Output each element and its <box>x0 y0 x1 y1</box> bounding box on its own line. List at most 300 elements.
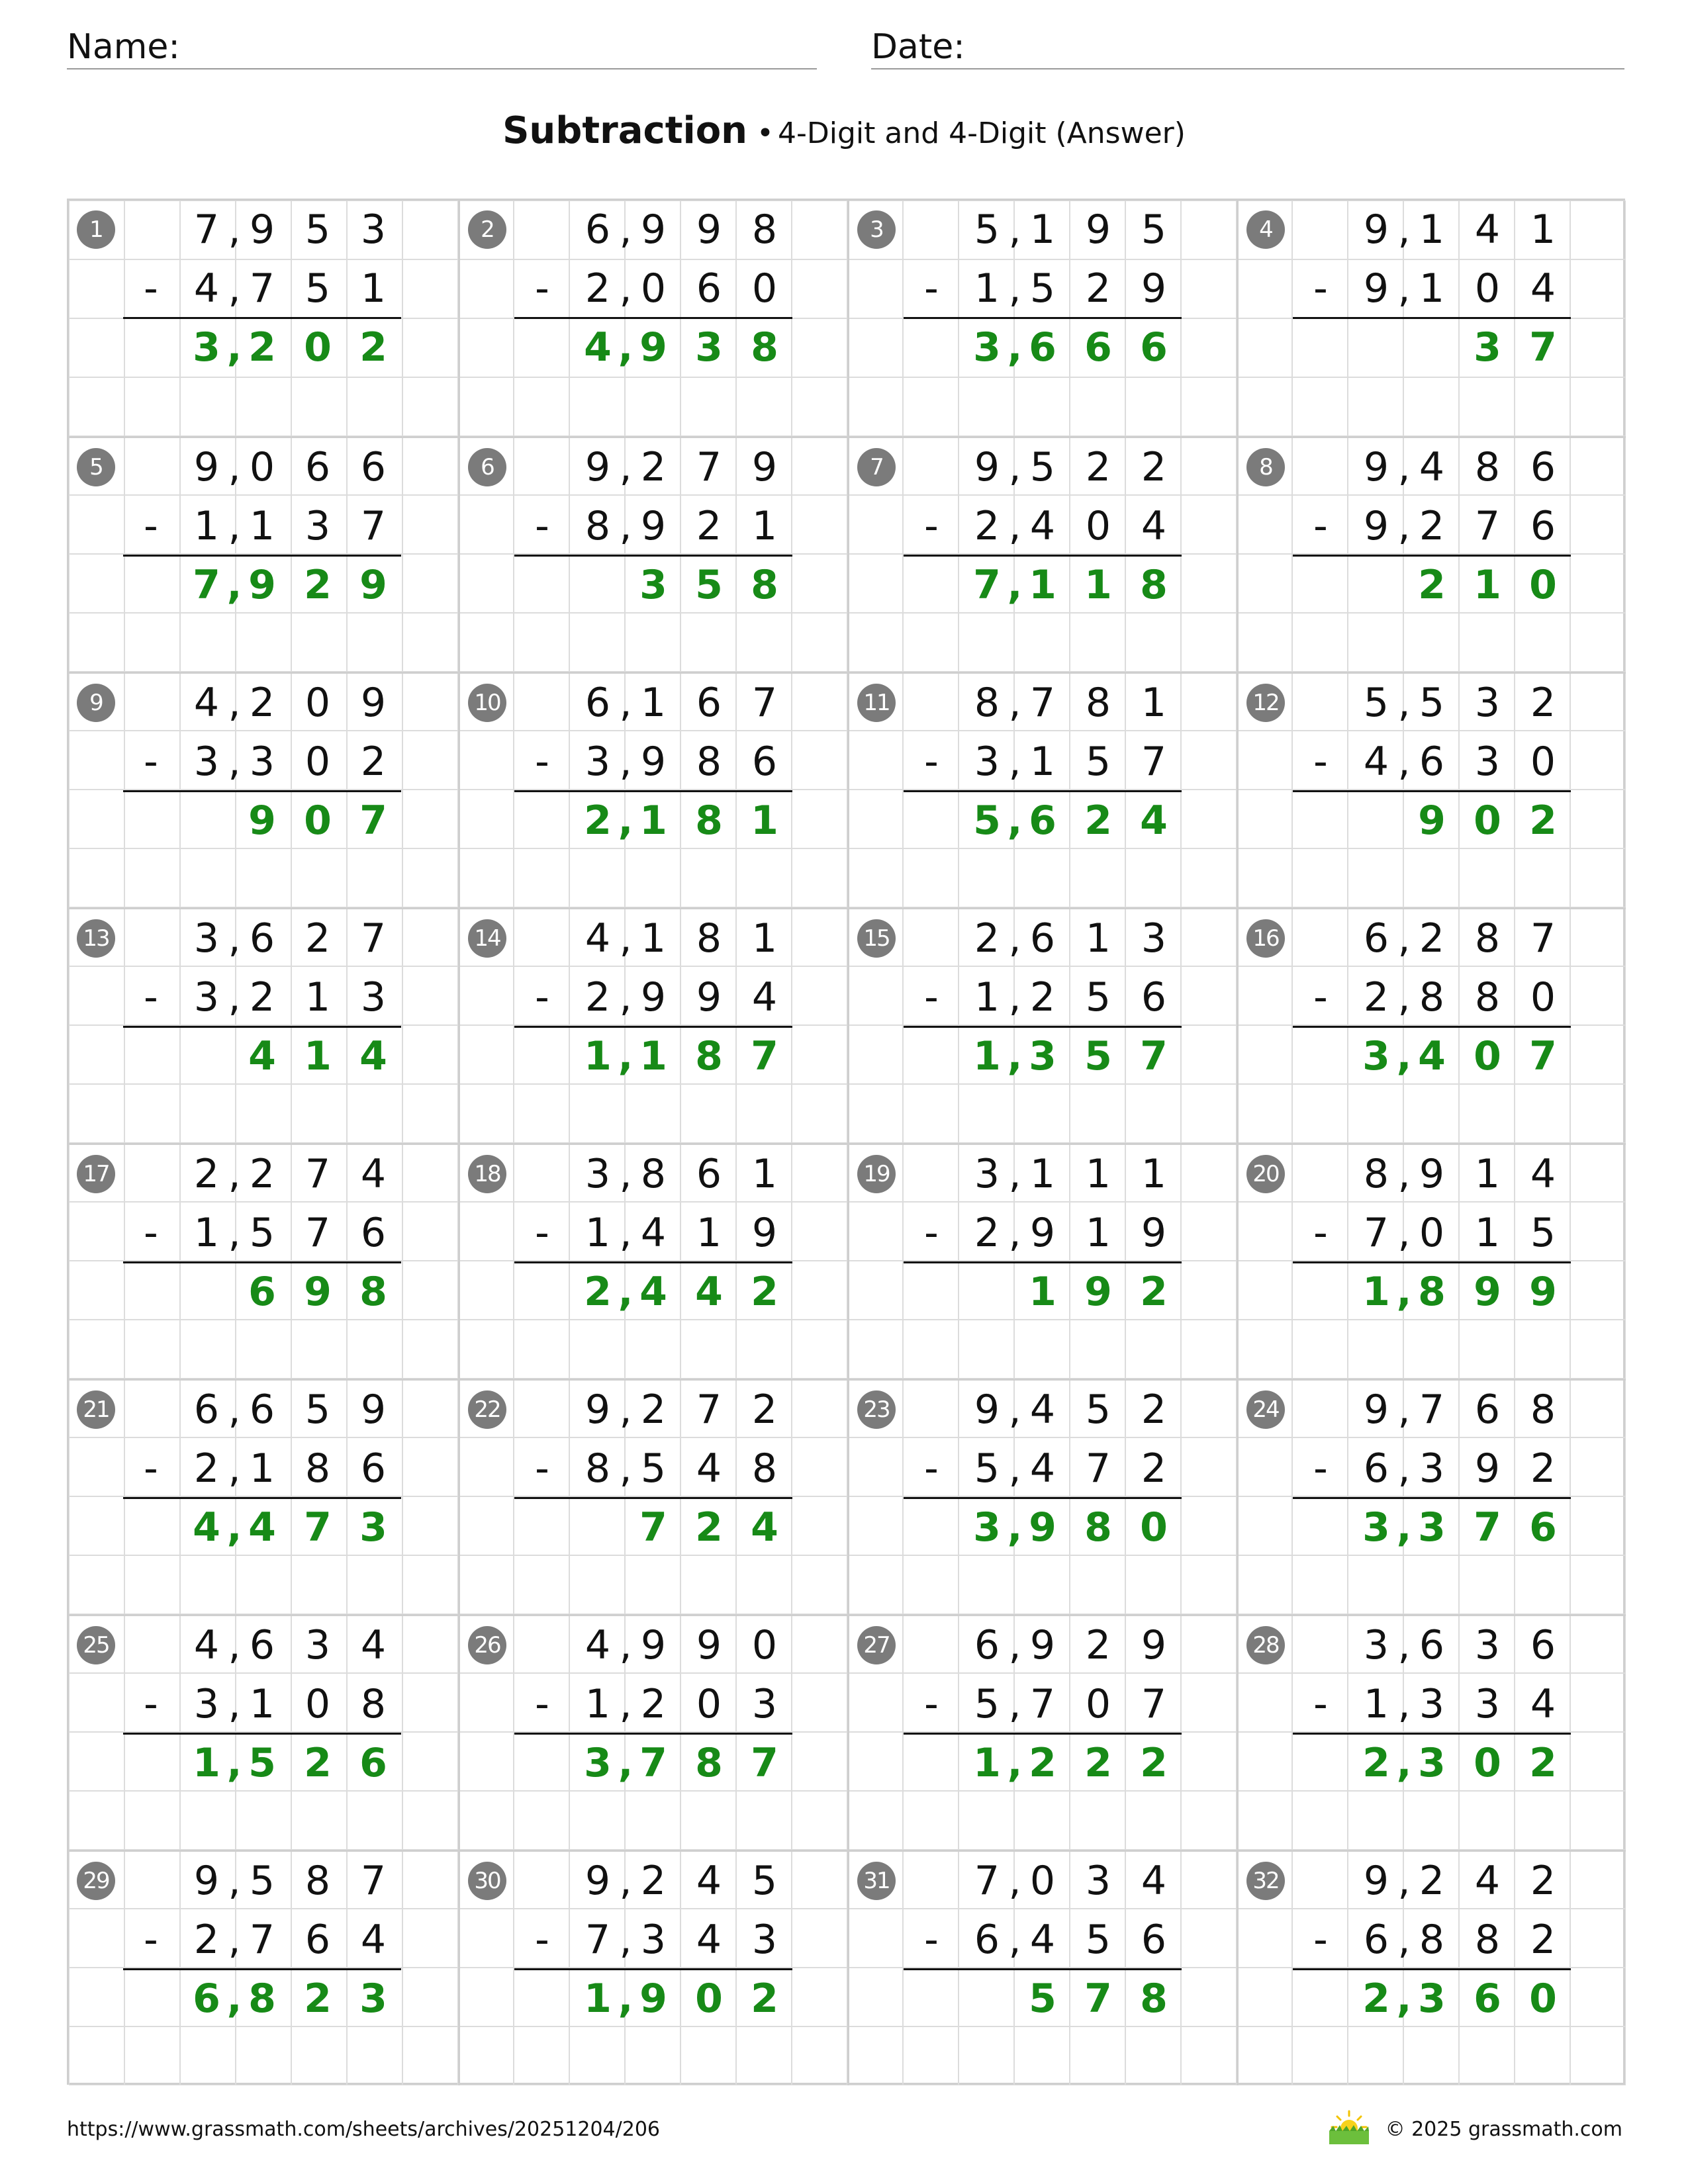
problem-number-badge: 32 <box>1246 1862 1285 1900</box>
digit: 2 <box>640 1858 667 1904</box>
digit: 3 <box>751 1917 778 1963</box>
digit: 9 <box>248 797 276 844</box>
digit: 1 <box>1141 680 1167 726</box>
digit: 9 <box>1029 1504 1056 1551</box>
subtrahend-row <box>514 259 792 318</box>
minus-sign: - <box>1313 974 1328 1021</box>
digit: 2 <box>193 1445 220 1492</box>
minus-sign: - <box>535 265 549 312</box>
digit: 6 <box>585 680 611 726</box>
digit: 1 <box>584 1033 612 1079</box>
answer-row <box>514 1970 792 2028</box>
digit: 9 <box>1419 1151 1445 1197</box>
minuend-row <box>904 1381 1182 1439</box>
digit: 8 <box>248 1976 276 2022</box>
problem-number-badge: 13 <box>77 919 115 958</box>
digit: 8 <box>1530 1387 1556 1433</box>
sun-over-grass-icon <box>1328 2109 1370 2146</box>
digit: 8 <box>1140 1976 1168 2022</box>
problem-number-badge: 24 <box>1246 1390 1285 1429</box>
digit: 2 <box>249 680 275 726</box>
digit: 2 <box>640 1387 667 1433</box>
digit: 8 <box>695 1740 723 1786</box>
thousands-comma: , <box>226 1976 242 2022</box>
thousands-comma: , <box>1007 797 1023 844</box>
subtrahend-row <box>123 1675 401 1734</box>
digit: 6 <box>360 1445 387 1492</box>
digit: 6 <box>1029 915 1056 962</box>
digit: 3 <box>1419 1445 1445 1492</box>
digit: 9 <box>696 206 722 253</box>
title-main: Subtraction <box>502 109 748 152</box>
thousands-comma: , <box>1008 739 1021 785</box>
digit: 3 <box>193 739 220 785</box>
digit: 3 <box>973 324 1001 371</box>
answer-row <box>1293 792 1571 850</box>
problem-24 <box>1237 1379 1626 1614</box>
answer-row <box>1293 318 1571 377</box>
digit: 2 <box>974 1210 1000 1256</box>
minuend-row <box>123 1616 401 1675</box>
digit: 9 <box>640 503 667 549</box>
digit: 4 <box>751 974 778 1021</box>
digit: 2 <box>751 1387 778 1433</box>
problem-grid <box>67 199 1625 2085</box>
minus-sign: - <box>1313 1445 1328 1492</box>
digit: 6 <box>1530 1622 1556 1668</box>
digit: 3 <box>249 739 275 785</box>
digit: 8 <box>696 739 722 785</box>
digit: 4 <box>360 1917 387 1963</box>
thousands-comma: , <box>618 1269 633 1315</box>
digit: 7 <box>1474 1504 1501 1551</box>
digit: 7 <box>751 1033 778 1079</box>
thousands-comma: , <box>228 1681 241 1727</box>
digit: 2 <box>1530 1917 1556 1963</box>
digit: 7 <box>1419 1387 1445 1433</box>
digit: 9 <box>640 1622 667 1668</box>
thousands-comma: , <box>618 1033 633 1079</box>
digit: 8 <box>359 1269 387 1315</box>
digit: 6 <box>360 1210 387 1256</box>
answer-row <box>1293 1027 1571 1086</box>
problem-number-badge: 3 <box>857 210 896 249</box>
thousands-comma: , <box>1397 1622 1411 1668</box>
digit: 9 <box>1029 1210 1056 1256</box>
digit: 6 <box>1474 1976 1501 2022</box>
digit: 1 <box>1474 1151 1501 1197</box>
digit: 2 <box>304 1976 332 2022</box>
digit: 1 <box>1029 1151 1056 1197</box>
digit: 6 <box>1530 444 1556 490</box>
answer-row <box>904 318 1182 377</box>
thousands-comma: , <box>1397 206 1411 253</box>
problem-21 <box>69 1379 458 1614</box>
digit: 7 <box>1530 915 1556 962</box>
minus-sign: - <box>1313 739 1328 785</box>
digit: 1 <box>1419 265 1445 312</box>
problem-number-badge: 25 <box>77 1626 115 1664</box>
digit: 9 <box>1474 1445 1501 1492</box>
subtrahend-row <box>123 968 401 1027</box>
digit: 8 <box>751 562 778 608</box>
minuend-row <box>123 438 401 497</box>
digit: 0 <box>695 1976 723 2022</box>
digit: 1 <box>249 1445 275 1492</box>
subtrahend-row <box>1293 968 1571 1027</box>
digit: 4 <box>1029 1387 1056 1433</box>
thousands-comma: , <box>1007 562 1023 608</box>
digit: 0 <box>1530 739 1556 785</box>
thousands-comma: , <box>1008 206 1021 253</box>
digit: 4 <box>193 265 220 312</box>
subtrahend-row <box>904 259 1182 318</box>
digit: 0 <box>751 1622 778 1668</box>
minus-sign: - <box>1313 1681 1328 1727</box>
minuend-row <box>1293 1852 1571 1911</box>
digit: 9 <box>1085 206 1111 253</box>
minus-sign: - <box>144 974 158 1021</box>
digit: 7 <box>249 1917 275 1963</box>
problem-number-badge: 11 <box>857 684 896 722</box>
subtrahend-row <box>1293 1204 1571 1263</box>
subtrahend-row <box>514 497 792 556</box>
problem-number-badge: 21 <box>77 1390 115 1429</box>
minuend-row <box>904 201 1182 259</box>
digit: 3 <box>751 1681 778 1727</box>
digit: 0 <box>1530 974 1556 1021</box>
digit: 5 <box>695 562 723 608</box>
digit: 8 <box>1418 1269 1446 1315</box>
digit: 7 <box>249 265 275 312</box>
digit: 7 <box>1363 1210 1389 1256</box>
digit: 9 <box>1363 206 1389 253</box>
thousands-comma: , <box>619 1210 632 1256</box>
digit: 1 <box>1085 1151 1111 1197</box>
digit: 2 <box>1529 797 1557 844</box>
digit: 7 <box>639 1504 667 1551</box>
digit: 6 <box>974 1917 1000 1963</box>
digit: 5 <box>640 1445 667 1492</box>
digit: 9 <box>304 1269 332 1315</box>
digit: 9 <box>1029 1622 1056 1668</box>
minuend-row <box>1293 909 1571 968</box>
thousands-comma: , <box>619 974 632 1021</box>
problem-9 <box>69 672 458 907</box>
digit: 1 <box>1141 1151 1167 1197</box>
thousands-comma: , <box>619 915 632 962</box>
digit: 0 <box>1529 562 1557 608</box>
minuend-row <box>123 909 401 968</box>
minus-sign: - <box>1313 1917 1328 1963</box>
subtrahend-row <box>904 968 1182 1027</box>
subtrahend-row <box>1293 733 1571 792</box>
thousands-comma: , <box>619 1917 632 1963</box>
digit: 5 <box>974 1445 1000 1492</box>
minuend-row <box>514 674 792 733</box>
problem-7 <box>847 436 1237 672</box>
digit: 8 <box>974 680 1000 726</box>
digit: 9 <box>751 444 778 490</box>
thousands-comma: , <box>1008 1151 1021 1197</box>
digit: 7 <box>360 503 387 549</box>
problem-number-badge: 7 <box>857 448 896 486</box>
answer-row <box>514 556 792 615</box>
digit: 2 <box>1419 503 1445 549</box>
name-label: Name: <box>67 27 180 67</box>
thousands-comma: , <box>1008 1445 1021 1492</box>
digit: 2 <box>1530 1858 1556 1904</box>
thousands-comma: , <box>226 562 242 608</box>
problem-23 <box>847 1379 1237 1614</box>
minuend-row <box>514 1616 792 1675</box>
digit: 1 <box>973 1740 1001 1786</box>
digit: 4 <box>1141 1858 1167 1904</box>
minuend-row <box>123 1852 401 1911</box>
digit: 4 <box>640 1210 667 1256</box>
digit: 1 <box>751 915 778 962</box>
digit: 1 <box>585 1210 611 1256</box>
digit: 0 <box>305 680 331 726</box>
digit: 2 <box>1418 562 1446 608</box>
digit: 8 <box>1474 444 1501 490</box>
minuend-row <box>514 1852 792 1911</box>
digit: 6 <box>1029 324 1056 371</box>
minuend-row <box>123 1381 401 1439</box>
subtrahend-row <box>123 733 401 792</box>
digit: 6 <box>696 1151 722 1197</box>
digit: 9 <box>585 1387 611 1433</box>
digit: 3 <box>974 739 1000 785</box>
thousands-comma: , <box>1397 739 1411 785</box>
digit: 8 <box>695 1033 723 1079</box>
digit: 5 <box>1085 1387 1111 1433</box>
thousands-comma: , <box>228 503 241 549</box>
subtrahend-row <box>904 733 1182 792</box>
answer-row <box>1293 1263 1571 1322</box>
digit: 0 <box>696 1681 722 1727</box>
digit: 4 <box>1363 739 1389 785</box>
minus-sign: - <box>144 265 158 312</box>
digit: 6 <box>249 1387 275 1433</box>
digit: 1 <box>751 797 778 844</box>
minuend-row <box>514 1145 792 1204</box>
problem-18 <box>458 1143 847 1379</box>
problem-number-badge: 16 <box>1246 919 1285 958</box>
problem-number-badge: 15 <box>857 919 896 958</box>
digit: 0 <box>249 444 275 490</box>
digit: 8 <box>640 1151 667 1197</box>
answer-row <box>514 1027 792 1086</box>
digit: 2 <box>1362 1740 1390 1786</box>
problem-number-badge: 22 <box>468 1390 506 1429</box>
answer-row <box>123 1263 401 1322</box>
digit: 6 <box>1141 974 1167 1021</box>
problem-number-badge: 26 <box>468 1626 506 1664</box>
digit: 6 <box>1530 503 1556 549</box>
minuend-row <box>904 674 1182 733</box>
digit: 7 <box>360 1858 387 1904</box>
digit: 2 <box>1140 1269 1168 1315</box>
digit: 2 <box>1419 915 1445 962</box>
digit: 4 <box>751 1504 778 1551</box>
digit: 0 <box>1474 265 1501 312</box>
footer-copyright: © 2025 grassmath.com <box>1385 2118 1622 2141</box>
digit: 9 <box>360 1387 387 1433</box>
digit: 2 <box>1029 974 1056 1021</box>
digit: 7 <box>751 1740 778 1786</box>
digit: 5 <box>1419 680 1445 726</box>
problem-number-badge: 29 <box>77 1862 115 1900</box>
digit: 0 <box>1474 1740 1501 1786</box>
subtrahend-row <box>904 1911 1182 1970</box>
digit: 1 <box>974 265 1000 312</box>
thousands-comma: , <box>1397 1681 1411 1727</box>
thousands-comma: , <box>1397 1387 1411 1433</box>
digit: 5 <box>974 206 1000 253</box>
digit: 7 <box>1029 680 1056 726</box>
digit: 9 <box>248 562 276 608</box>
thousands-comma: , <box>619 503 632 549</box>
subtrahend-row <box>1293 1911 1571 1970</box>
digit: 2 <box>585 974 611 1021</box>
digit: 1 <box>585 1681 611 1727</box>
problem-number-badge: 19 <box>857 1155 896 1193</box>
thousands-comma: , <box>1008 915 1021 962</box>
digit: 8 <box>1085 680 1111 726</box>
digit: 1 <box>1029 562 1056 608</box>
thousands-comma: , <box>1397 680 1411 726</box>
subtrahend-row <box>1293 497 1571 556</box>
thousands-comma: , <box>1397 1858 1411 1904</box>
digit: 4 <box>1474 1858 1501 1904</box>
digit: 2 <box>640 1681 667 1727</box>
footer-url: https://www.grassmath.com/sheets/archives/20251204/206 <box>67 2118 661 2141</box>
digit: 2 <box>249 1151 275 1197</box>
digit: 1 <box>305 974 331 1021</box>
problem-number-badge: 9 <box>77 684 115 722</box>
digit: 7 <box>193 206 220 253</box>
digit: 6 <box>751 739 778 785</box>
digit: 8 <box>360 1681 387 1727</box>
thousands-comma: , <box>228 1622 241 1668</box>
minus-sign: - <box>535 1917 549 1963</box>
subtrahend-row <box>904 1439 1182 1498</box>
answer-row <box>904 1027 1182 1086</box>
digit: 1 <box>1363 1681 1389 1727</box>
digit: 3 <box>639 562 667 608</box>
digit: 9 <box>1141 265 1167 312</box>
digit: 9 <box>1363 1858 1389 1904</box>
digit: 4 <box>1140 797 1168 844</box>
problem-6 <box>458 436 847 672</box>
digit: 6 <box>1140 324 1168 371</box>
problem-1 <box>69 201 458 436</box>
digit: 2 <box>1529 1740 1557 1786</box>
answer-row <box>904 1498 1182 1557</box>
digit: 6 <box>696 265 722 312</box>
digit: 9 <box>974 1387 1000 1433</box>
subtrahend-row <box>514 1439 792 1498</box>
minuend-row <box>1293 201 1571 259</box>
digit: 1 <box>1029 1269 1056 1315</box>
thousands-comma: , <box>619 265 632 312</box>
digit: 0 <box>305 1681 331 1727</box>
thousands-comma: , <box>228 1858 241 1904</box>
answer-row <box>1293 1970 1571 2028</box>
digit: 9 <box>585 1858 611 1904</box>
digit: 5 <box>305 1387 331 1433</box>
problem-10 <box>458 672 847 907</box>
digit: 2 <box>974 503 1000 549</box>
date-line <box>871 68 1624 69</box>
name-line <box>67 68 817 69</box>
answer-row <box>123 1970 401 2028</box>
digit: 2 <box>1084 1740 1112 1786</box>
digit: 5 <box>305 206 331 253</box>
minuend-row <box>123 1145 401 1204</box>
digit: 9 <box>751 1210 778 1256</box>
thousands-comma: , <box>1008 1858 1021 1904</box>
digit: 9 <box>1141 1622 1167 1668</box>
problem-4 <box>1237 201 1626 436</box>
digit: 4 <box>1418 1033 1446 1079</box>
digit: 3 <box>974 1151 1000 1197</box>
problem-number-badge: 4 <box>1246 210 1285 249</box>
digit: 2 <box>1085 1622 1111 1668</box>
digit: 2 <box>1085 444 1111 490</box>
problem-13 <box>69 907 458 1143</box>
digit: 3 <box>585 1151 611 1197</box>
digit: 5 <box>249 1858 275 1904</box>
thousands-comma: , <box>619 1622 632 1668</box>
thousands-comma: , <box>226 1740 242 1786</box>
thousands-comma: , <box>1008 974 1021 1021</box>
problem-22 <box>458 1379 847 1614</box>
digit: 0 <box>751 265 778 312</box>
minus-sign: - <box>144 503 158 549</box>
thousands-comma: , <box>1397 265 1411 312</box>
digit: 1 <box>751 503 778 549</box>
digit: 9 <box>696 1622 722 1668</box>
subtrahend-row <box>904 497 1182 556</box>
subtrahend-row <box>123 1204 401 1263</box>
digit: 1 <box>1474 1210 1501 1256</box>
digit: 9 <box>193 444 220 490</box>
digit: 1 <box>193 1740 220 1786</box>
digit: 7 <box>1085 1445 1111 1492</box>
digit: 4 <box>360 1622 387 1668</box>
digit: 9 <box>640 739 667 785</box>
problem-number-badge: 10 <box>468 684 506 722</box>
digit: 4 <box>1419 444 1445 490</box>
digit: 8 <box>585 503 611 549</box>
digit: 7 <box>193 562 220 608</box>
digit: 4 <box>585 1622 611 1668</box>
digit: 6 <box>974 1622 1000 1668</box>
minus-sign: - <box>924 1210 939 1256</box>
digit: 7 <box>585 1917 611 1963</box>
digit: 5 <box>1141 206 1167 253</box>
thousands-comma: , <box>228 1151 241 1197</box>
thousands-comma: , <box>1007 324 1023 371</box>
minuend-row <box>1293 1616 1571 1675</box>
thousands-comma: , <box>1396 1976 1412 2022</box>
problem-26 <box>458 1614 847 1850</box>
problem-number-badge: 27 <box>857 1626 896 1664</box>
problem-number-badge: 23 <box>857 1390 896 1429</box>
answer-row <box>904 1734 1182 1793</box>
